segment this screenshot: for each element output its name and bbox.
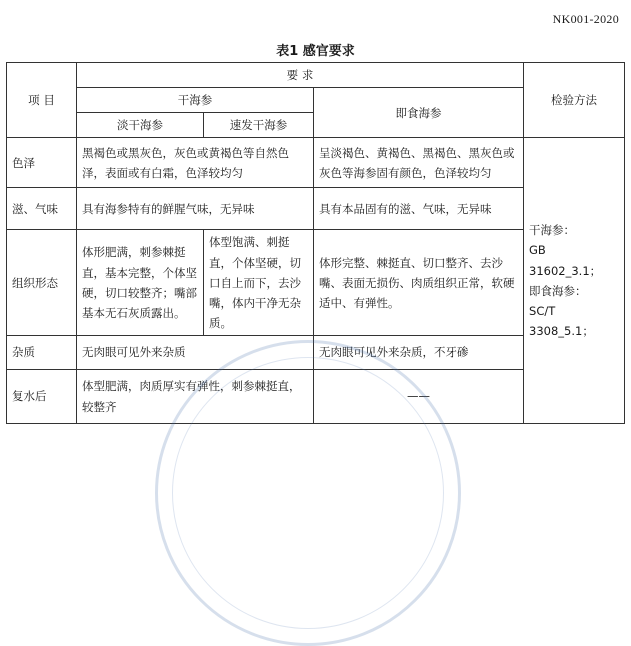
- cell-texture-quick-dried: 体型饱满、刺挺直，个体坚硬，切口自上而下，去沙嘴，体内干净无杂质。: [204, 230, 314, 336]
- method-line-4: SC/T 3308_5.1；: [529, 303, 594, 338]
- cell-impurity-ready: 无肉眼可见外来杂质，不牙碜: [314, 336, 524, 370]
- row-label-impurity: 杂质: [7, 336, 77, 370]
- cell-impurity-dried: 无肉眼可见外来杂质: [77, 336, 314, 370]
- cell-rehydrated-ready: ——: [314, 370, 524, 424]
- method-line-3: 即食海参：: [529, 283, 587, 298]
- row-label-color: 色泽: [7, 138, 77, 188]
- row-label-texture: 组织形态: [7, 230, 77, 336]
- cell-rehydrated-dried: 体型肥满，肉质厚实有弹性，刺参棘挺直，较整齐: [77, 370, 314, 424]
- header-test-method: 检验方法: [524, 63, 625, 138]
- header-row-1: [7, 63, 625, 88]
- header-requirements: 要 求: [77, 63, 524, 88]
- cell-taste-ready: 具有本品固有的滋、气味，无异味: [314, 188, 524, 230]
- table-row-color: [7, 138, 625, 188]
- sensory-requirements-table: [6, 62, 625, 424]
- cell-test-method: [524, 138, 625, 424]
- header-item: 项 目: [7, 63, 77, 138]
- row-label-rehydrated: 复水后: [7, 370, 77, 424]
- document-code: NK001-2020: [552, 12, 619, 26]
- method-line-2: GB 31602_3.1；: [529, 243, 602, 278]
- header-dried-sea-cucumber: 干海参: [77, 88, 314, 113]
- table-title: 表1 感官要求: [276, 44, 355, 59]
- cell-taste-dried: 具有海参特有的鲜腥气味，无异味: [77, 188, 314, 230]
- cell-texture-ready: 体形完整、棘挺直、切口整齐、去沙嘴、表面无损伤、肉质组织正常，软硬适中、有弹性。: [314, 230, 524, 336]
- cell-texture-light-dried: 体形肥满，刺参棘挺直，基本完整，个体坚硬，切口较整齐；嘴部基本无石灰质露出。: [77, 230, 204, 336]
- header-quick-dried: 速发干海参: [204, 113, 314, 138]
- cell-color-dried: 黑褐色或黑灰色，灰色或黄褐色等自然色泽，表面或有白霜，色泽较均匀: [77, 138, 314, 188]
- header-light-dried: 淡干海参: [77, 113, 204, 138]
- row-label-taste: 滋、气味: [7, 188, 77, 230]
- header-ready-to-eat: 即食海参: [314, 88, 524, 138]
- cell-color-ready: 呈淡褐色、黄褐色、黑褐色、黑灰色或灰色等海参固有颜色，色泽较均匀: [314, 138, 524, 188]
- method-line-1: 干海参：: [529, 223, 576, 238]
